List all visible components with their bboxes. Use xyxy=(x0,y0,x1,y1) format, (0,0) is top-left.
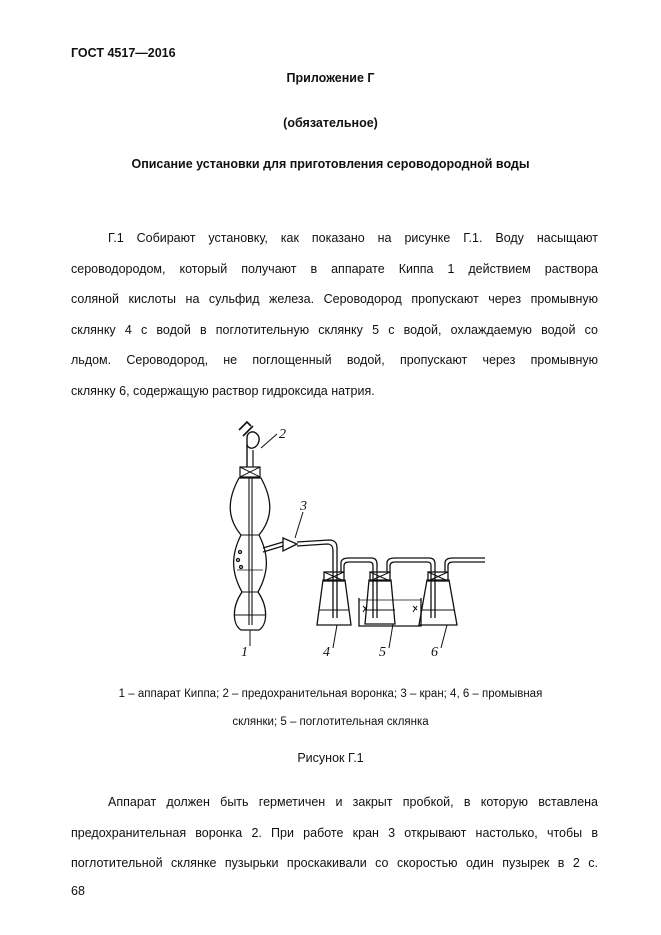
label-3: 3 xyxy=(300,499,307,514)
figure-label: Рисунок Г.1 xyxy=(297,751,364,765)
ice-bath xyxy=(359,598,421,626)
label-6: 6 xyxy=(431,645,438,660)
paragraph-line: Аппарат должен быть герметичен и закрыт пробкой, в которую вставлена xyxy=(108,795,598,809)
label-2: 2 xyxy=(279,427,286,442)
page-number: 68 xyxy=(71,884,85,898)
paragraph-apparatus xyxy=(71,787,598,879)
paragraph-line: соляной кислоты на сульфид железа. Сероводород пропускают через промывную xyxy=(71,292,598,306)
figure-caption-line: 1 – аппарат Киппа; 2 – предохранительная воронка; 3 – кран; 4, 6 – промывная xyxy=(118,688,543,700)
appendix-heading: Описание установки для приготовления сероводородной воды xyxy=(131,157,530,171)
paragraph-line: Г.1 Собирают установку, как показано на рисунке Г.1. Воду насыщают xyxy=(108,231,598,245)
paragraph-line: сероводородом, который получают в аппарате Киппа 1 действием раствора xyxy=(71,261,598,276)
wash-bottle-4 xyxy=(317,580,351,625)
paragraph-line: поглотительной склянке пузырьки проскакивали со скоростью один пузырек в 2 с. xyxy=(71,856,598,870)
paragraph-line: склянку 4 с водой в поглотительную склянку 5 с водой, охлаждаемую водой со xyxy=(71,322,598,337)
appendix-status: (обязательное) xyxy=(283,116,378,130)
figure-caption-line: склянки; 5 – поглотительная склянка xyxy=(232,716,429,728)
label-4: 4 xyxy=(323,645,330,660)
paragraph-g1 xyxy=(71,223,598,406)
label-1: 1 xyxy=(241,645,248,660)
valve xyxy=(283,538,297,551)
apparatus-figure xyxy=(225,420,487,660)
wash-bottle-6 xyxy=(419,580,457,625)
label-5: 5 xyxy=(379,645,386,660)
appendix-title: Приложение Г xyxy=(286,71,375,85)
paragraph-line: льдом. Сероводород, не поглощенный водой, пропускают через промывную xyxy=(71,353,598,367)
absorber-flask-5 xyxy=(365,580,395,624)
paragraph-line: склянку 6, содержащую раствор гидроксида натрия. xyxy=(71,383,375,398)
paragraph-line: предохранительная воронка 2. При работе кран 3 открывают настолько, чтобы в xyxy=(71,825,598,840)
document-header: ГОСТ 4517—2016 xyxy=(71,46,176,60)
kipp-apparatus-body xyxy=(230,478,270,630)
